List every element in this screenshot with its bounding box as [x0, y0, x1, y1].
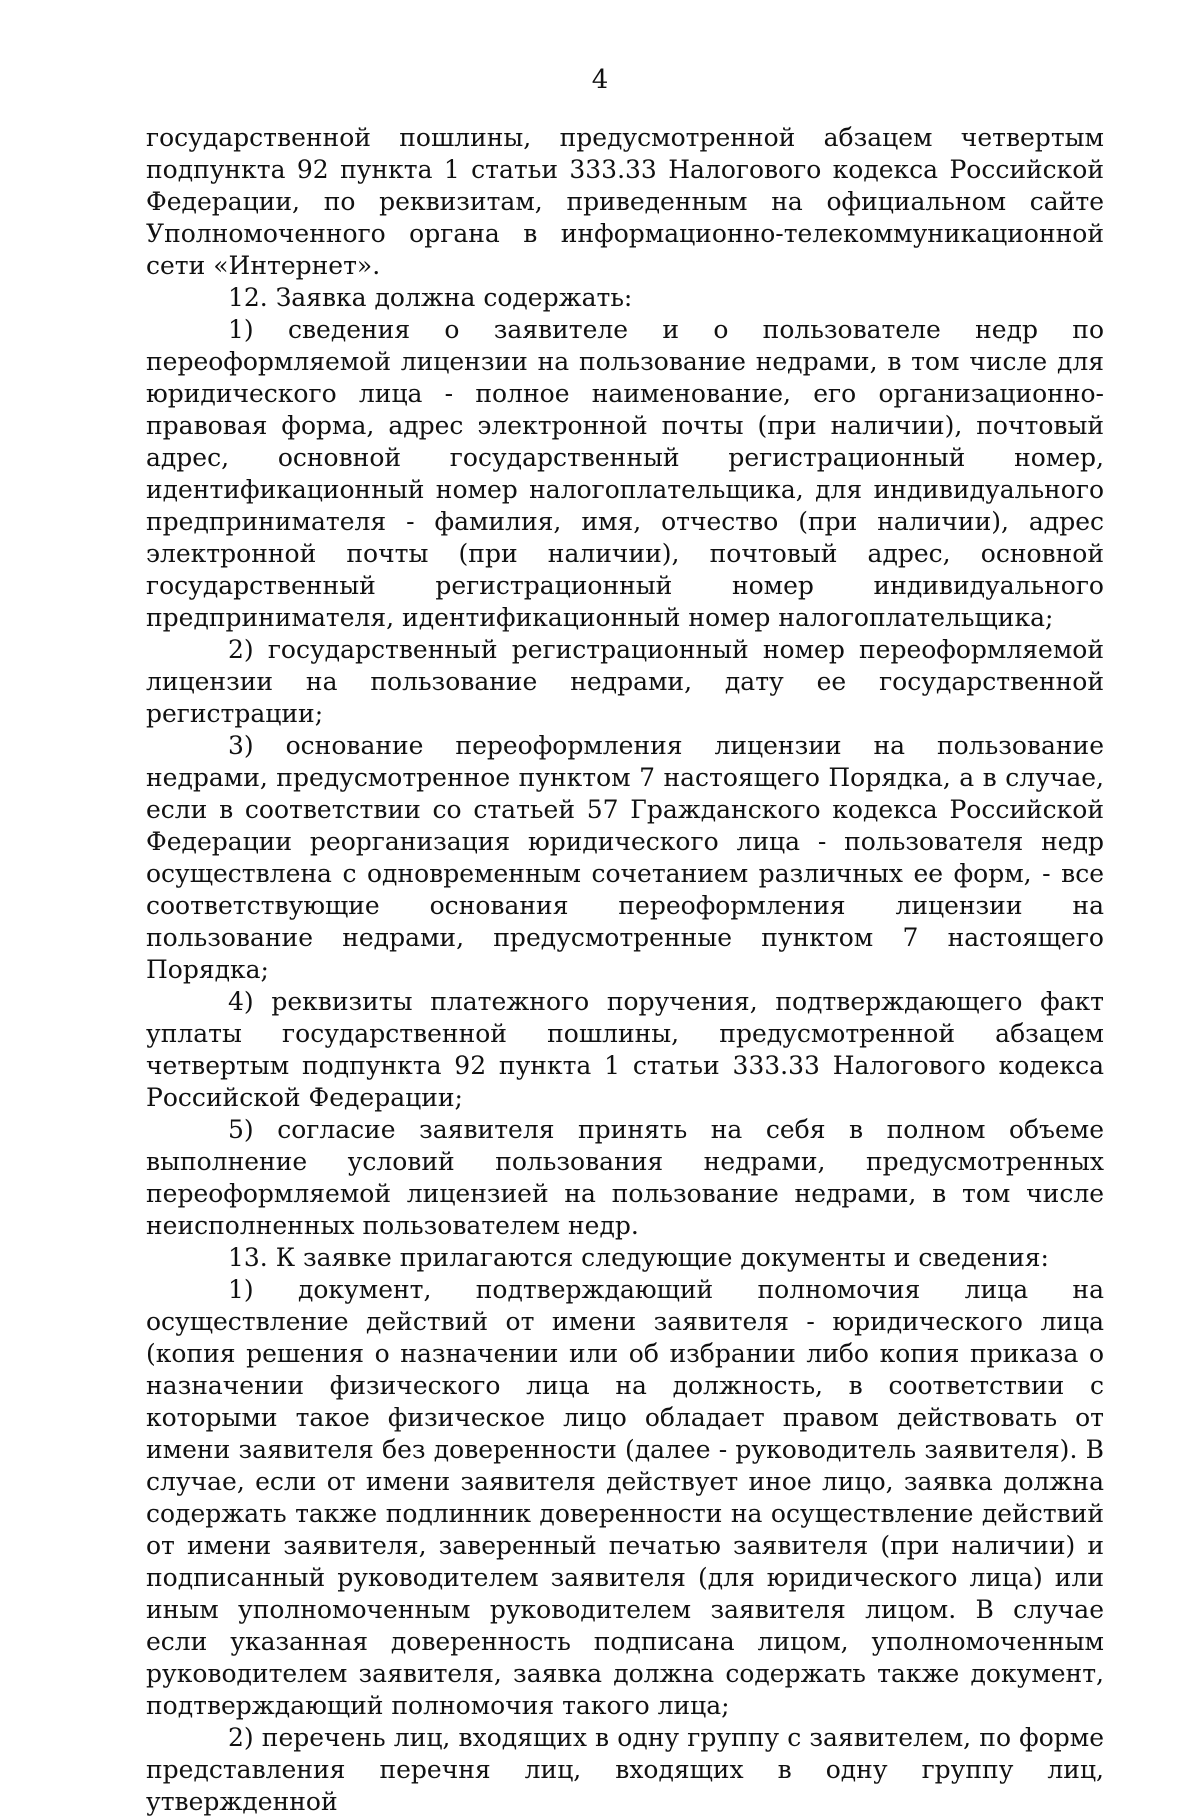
paragraph-item-4-payment-details: 4) реквизиты платежного поручения, подтверждающего факт уплаты государственной пошлины, предусмотренной абзацем четвертым подпункта 92 пункта 1 статьи 333.33 Налогового кодекса Российской Федерации;	[146, 987, 1104, 1112]
document-body	[146, 122, 1104, 1818]
paragraph-attachment-1-authority-document: 1) документ, подтверждающий полномочия лица на осуществление действий от имени заявителя - юридического лица (копия решения о назначении или об избрании либо копия приказа о назначении физического лица на должность, в соответствии с которыми такое физическое лицо обладает правом действовать от имени заявителя без доверенности (далее - руководитель заявителя). В случае, если от имени заявителя действует иное лицо, заявка должна содержать также подлинник доверенности на осуществление действий от имени заявителя, заверенный печатью заявителя (при наличии) и подписанный руководителем заявителя (для юридического лица) или иным уполномоченным руководителем заявителя лицом. В случае если указанная доверенность подписана лицом, уполномоченным руководителем заявителя, заявка должна содержать также документ, подтверждающий полномочия такого лица;	[146, 1275, 1104, 1720]
paragraph-attachment-2-group-list: 2) перечень лиц, входящих в одну группу с заявителем, по форме представления перечня лиц, входящих в одну группу лиц, утвержденной	[146, 1723, 1104, 1816]
paragraph-item-3-reissue-basis: 3) основание переоформления лицензии на пользование недрами, предусмотренное пунктом 7 настоящего Порядка, а в случае, если в соответствии со статьей 57 Гражданского кодекса Российской Федерации реорганизация юридического лица - пользователя недр осуществлена с одновременным сочетанием различных ее форм, - все соответствующие основания переоформления лицензии на пользование недрами, предусмотренные пунктом 7 настоящего Порядка;	[146, 731, 1104, 984]
paragraph-clause-12: 12. Заявка должна содержать:	[228, 283, 633, 312]
paragraph-continuation: государственной пошлины, предусмотренной абзацем четвертым подпункта 92 пункта 1 статьи 333.33 Налогового кодекса Российской Федерации, по реквизитам, приведенным на официальном сайте Уполномоченного органа в информационно-телекоммуникационной сети «Интернет».	[146, 123, 1104, 280]
paragraph-item-2-license-number: 2) государственный регистрационный номер переоформляемой лицензии на пользование недрами, дату ее государственной регистрации;	[146, 635, 1104, 728]
paragraph-item-1-applicant-info: 1) сведения о заявителе и о пользователе недр по переоформляемой лицензии на пользование недрами, в том числе для юридического лица - полное наименование, его организационно-правовая форма, адрес электронной почты (при наличии), почтовый адрес, основной государственный регистрационный номер, идентификационный номер налогоплательщика, для индивидуального предпринимателя - фамилия, имя, отчество (при наличии), адрес электронной почты (при наличии), почтовый адрес, основной государственный регистрационный номер индивидуального предпринимателя, идентификационный номер налогоплательщика;	[146, 315, 1104, 632]
paragraph-clause-13: 13. К заявке прилагаются следующие документы и сведения:	[228, 1243, 1049, 1272]
paragraph-item-5-consent: 5) согласие заявителя принять на себя в полном объеме выполнение условий пользования недрами, предусмотренных переоформляемой лицензией на пользование недрами, в том числе неисполненных пользователем недр.	[146, 1115, 1104, 1240]
page-number: 4	[591, 65, 609, 95]
